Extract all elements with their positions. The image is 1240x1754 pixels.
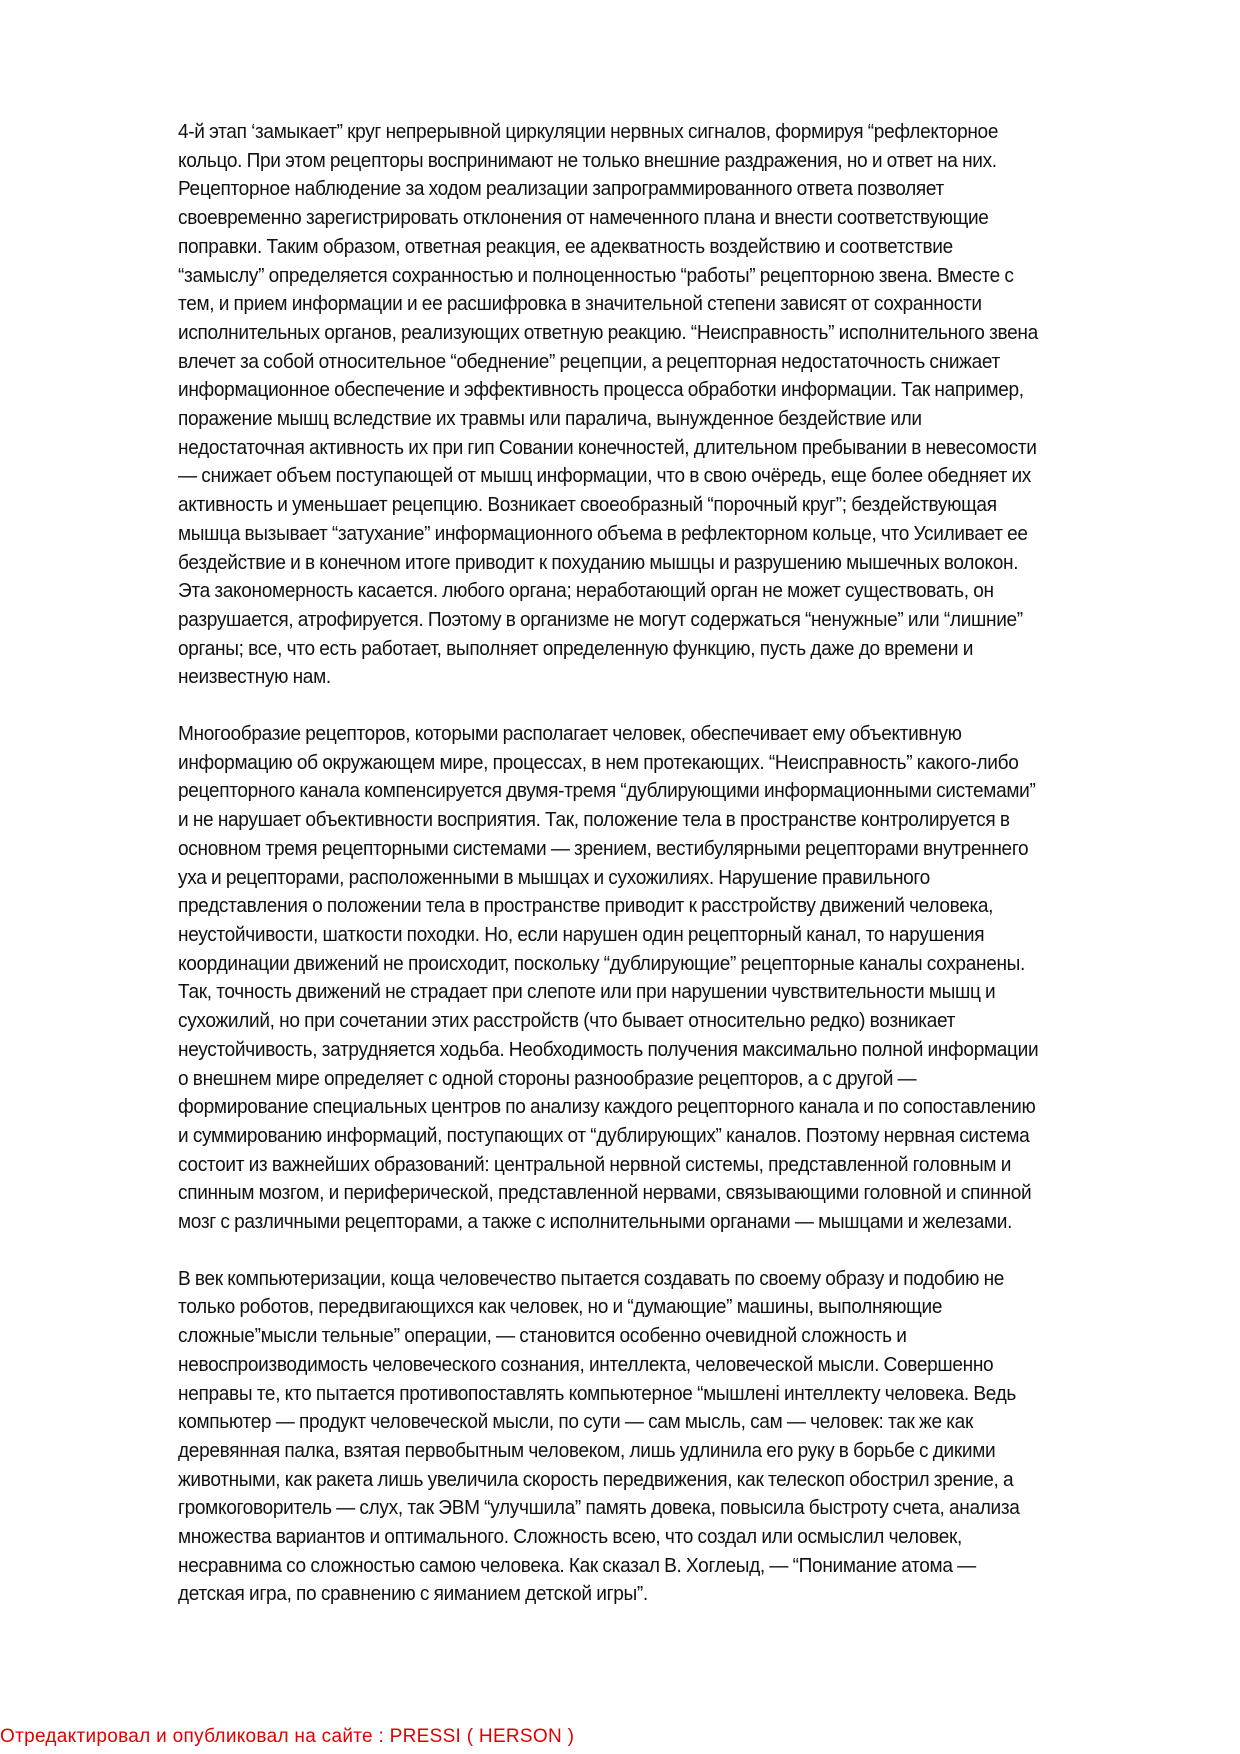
- text-line: Многообразие рецепторов, которыми располагает человек, обеспечивает ему объективную: [178, 722, 962, 746]
- text-line: неустойчивости, шаткости походки. Но, если нарушен один рецепторный канал, то нарушения: [178, 922, 985, 946]
- text-line: исполнительных органов, реализующих ответную реакцию. “Неисправность” исполнительного звена: [178, 320, 1038, 344]
- text-line: поправки. Таким образом, ответная реакция, ее адекватность воздействию и соответствие: [178, 234, 953, 258]
- text-line: Рецепторное наблюдение за ходом реализации запрограммированного ответа позволяет: [178, 177, 944, 201]
- text-line: и суммированию информаций, поступающих от “дублирующих” каналов. Поэтому нервная система: [178, 1123, 1030, 1147]
- text-line: разрушается, атрофируется. Поэтому в организме не могут содержаться “ненужные” или “лишние”: [178, 607, 1023, 631]
- text-line: громкоговоритель — слух, так ЭВМ “улучшила” память довека, повысила быстроту счета, анализа: [178, 1496, 1020, 1520]
- text-line: поражение мышц вследствие их травмы или паралича, вынужденное бездействие или: [178, 407, 922, 431]
- text-line: формирование специальных центров по анализу каждого рецепторного канала и по сопоставлению: [178, 1095, 1036, 1119]
- text-line: мозг с различными рецепторами, а также с исполнительными органами — мышцами и железами.: [178, 1210, 1013, 1234]
- text-line: неизвестную нам.: [178, 665, 331, 689]
- paragraph-2: [178, 720, 1153, 1237]
- text-line: недостаточная активность их при гип Совании конечностей, длительном пребывании в невесомости: [178, 435, 1037, 459]
- text-line: сложные”мысли тельные” операции, — становится особенно очевидной сложность и: [178, 1324, 907, 1348]
- text-line: основном тремя рецепторными системами — зрением, вестибулярными рецепторами внутреннего: [178, 836, 1029, 860]
- text-line: детская игра, по сравнению с яиманием детской игры”.: [178, 1582, 648, 1606]
- text-line: координации движений не происходит, поскольку “дублирующие” рецепторные каналы сохранены.: [178, 951, 1026, 975]
- publisher-footer: Отредактировал и опубликовал на сайте : PRESSI ( HERSON ): [0, 1726, 575, 1747]
- paragraph-1: [178, 118, 1153, 692]
- text-line: кольцо. При этом рецепторы воспринимают не только внешние раздражения, но и ответ на них.: [178, 148, 997, 172]
- text-line: только роботов, передвигающихся как человек, но и “думающие” машины, выполняющие: [178, 1295, 943, 1319]
- text-line: состоит из важнейших образований: центральной нервной системы, представленной головным и: [178, 1152, 1012, 1176]
- text-line: несравнима со сложностью самою человека. Как сказал В. Хоглеыд, — “Понимание атома —: [178, 1553, 976, 1577]
- text-line: мышца вызывает “затухание” информационного объема в рефлекторном кольце, что Усиливает ее: [178, 521, 1028, 545]
- text-line: своевременно зарегистрировать отклонения от намеченного плана и внести соответствующие: [178, 206, 989, 230]
- text-line: представления о положении тела в пространстве приводит к расстройству движений человека,: [178, 894, 994, 918]
- article-body: [178, 118, 1153, 1637]
- text-line: органы; все, что есть работает, выполняет определенную функцию, пусть даже до времени и: [178, 636, 974, 660]
- text-line: сухожилий, но при сочетании этих расстройств (что бывает относительно редко) возникает: [178, 1009, 956, 1033]
- text-line: В век компьютеризации, коща человечество пытается создавать по своему образу и подобию не: [178, 1266, 1005, 1290]
- text-line: животными, как ракета лишь увеличила скорость передвижения, как телескоп обострил зрение, а: [178, 1467, 1014, 1491]
- text-line: невоспроизводимость человеческого сознания, интеллекта, человеческой мысли. Совершенно: [178, 1352, 994, 1376]
- text-line: множества вариантов и оптимального. Сложность всею, что создал или осмыслил человек,: [178, 1525, 962, 1549]
- text-line: 4-й этап ‘замыкает” круг непрерывной циркуляции нервных сигналов, формируя “рефлекторное: [178, 120, 999, 143]
- text-line: Эта закономерность касается. любого органа; неработающий орган не может существовать, он: [178, 579, 994, 603]
- text-line: о внешнем мире определяет с одной стороны разнообразие рецепторов, а с другой —: [178, 1066, 917, 1090]
- text-line: уха и рецепторами, расположенными в мышцах и сухожилиях. Нарушение правильного: [178, 865, 930, 889]
- text-line: неправы те, кто пытается противопоставлять компьютерное “мышленi интеллекту человека. Ведь: [178, 1381, 1017, 1405]
- text-line: — снижает объем поступающей от мышц информации, что в свою очёредь, еще более обедняет их: [178, 464, 1032, 488]
- text-line: деревянная палка, взятая первобытным человеком, лишь удлинила его руку в борьбе с дикими: [178, 1438, 996, 1462]
- text-line: бездействие и в конечном итоге приводит к похуданию мышцы и разрушению мышечных волокон.: [178, 550, 1019, 574]
- paragraph-3: [178, 1265, 1153, 1609]
- text-line: неустойчивость, затрудняется ходьба. Необходимость получения максимально полной информации: [178, 1037, 1039, 1061]
- text-line: спинным мозгом, и периферической, представленной нервами, связывающими головной и спинной: [178, 1181, 1032, 1205]
- text-line: Так, точность движений не страдает при слепоте или при нарушении чувствительности мышц и: [178, 980, 996, 1004]
- text-line: рецепторного канала компенсируется двумя-тремя “дублирующими информационными системами”: [178, 779, 1036, 803]
- text-line: активность и уменьшает рецепцию. Возникает своеобразный “порочный круг”; бездействующая: [178, 493, 997, 517]
- text-line: тем, и прием информации и ее расшифровка в значительной степени зависят от сохранности: [178, 292, 982, 316]
- text-line: информацию об окружающем мире, процессах, в нем протекающих. “Неисправность” какого-либо: [178, 750, 1019, 774]
- text-line: компьютер — продукт человеческой мысли, по сути — сам мысль, сам — человек: так же как: [178, 1410, 973, 1434]
- text-line: влечет за собой относительное “обеднение” рецепции, а рецепторная недостаточность снижает: [178, 349, 1000, 373]
- text-line: и не нарушает объективности восприятия. Так, положение тела в пространстве контролируется в: [178, 808, 1010, 832]
- text-line: информационное обеспечение и эффективность процесса обработки информации. Так например,: [178, 378, 1024, 402]
- text-line: “замыслу” определяется сохранностью и полноценностью “работы” рецепторною звена. Вместе с: [178, 263, 1014, 287]
